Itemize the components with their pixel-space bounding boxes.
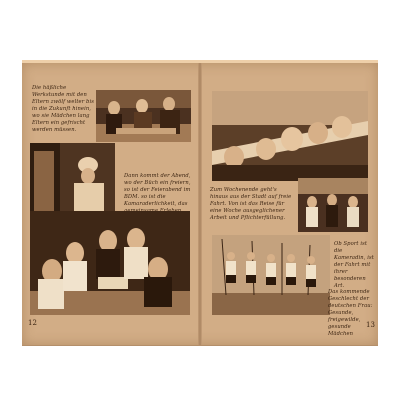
photo-laughing-girls-boat xyxy=(212,91,368,181)
left-caption-middle: Dann kommt der Abend, wo der Büch ein freiern, so ist der Feierabend im BDM. so ist die Kamaraderlichkeit, das xyxy=(124,173,191,207)
right-caption-bottom: Das kommende Geschlecht der deutschen Frau: Gesunde, freigewilde, gesunde Mädchen xyxy=(328,289,373,337)
left-caption-top: Die häßliche Werkstunde mit den Eltern zwölf welter bis in die Zukunft hinein, wo sie Mädchen lang Eltern ein gefrischt werden müssen. xyxy=(32,85,94,133)
right-caption-middle: Zum Wochenende geht's hinaus aus der Stadt auf freie Fahrt. Von ist das Reise für eine Woche ausgeglichener Arbeit und Pflichterfüllung. xyxy=(210,187,292,221)
left-page-number: 12 xyxy=(28,319,37,327)
photo-group-outdoor xyxy=(298,178,368,232)
booklet-spread xyxy=(22,60,378,346)
photo-marching-girls xyxy=(212,235,330,315)
right-caption-right: Ob Sport ist die Kameradin, ist der Fahrt mit ihrer besonderen Art. xyxy=(334,241,374,289)
photo-girls-reading xyxy=(30,211,190,315)
page-fold xyxy=(198,63,202,345)
photo-office-women xyxy=(96,90,191,142)
right-page-number: 13 xyxy=(366,321,375,329)
